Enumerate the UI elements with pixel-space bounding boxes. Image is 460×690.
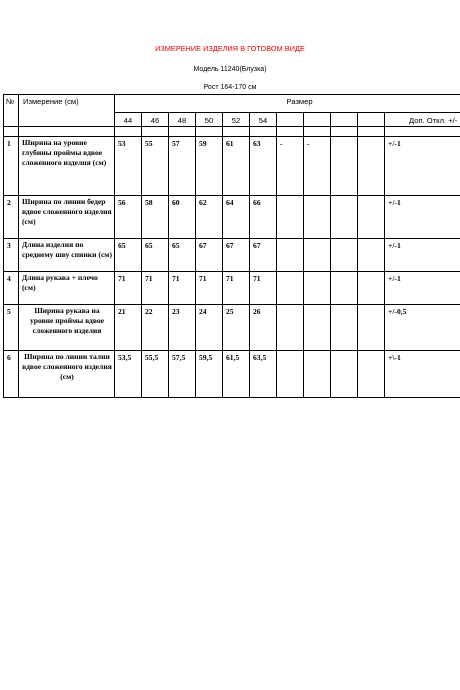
measurement-value: 59	[196, 137, 223, 196]
measurement-name: Ширина по линии бедер вдвое сложенного изделия (см)	[19, 196, 115, 239]
measurement-value	[331, 137, 358, 196]
size-cell: 52	[223, 113, 250, 127]
measurement-value: 25	[223, 305, 250, 351]
size-cell: 44	[115, 113, 142, 127]
measurement-value	[304, 239, 331, 272]
measurement-value: 66	[250, 196, 277, 239]
header-measurement: Измерение (см)	[19, 95, 115, 127]
header-num: №	[4, 95, 19, 127]
measurement-value: 58	[142, 196, 169, 239]
measurement-value: 56	[115, 196, 142, 239]
measurement-value	[358, 239, 385, 272]
measurement-table	[3, 94, 460, 398]
measurement-value	[277, 305, 304, 351]
measurement-value	[277, 272, 304, 305]
height-range: Рост 164-170 см	[203, 84, 257, 91]
measurement-value: 65	[169, 239, 196, 272]
measurement-value: -	[304, 137, 331, 196]
tolerance-value: +\-1	[385, 351, 460, 398]
measurement-value	[358, 137, 385, 196]
measurement-value	[331, 196, 358, 239]
measurement-value	[331, 305, 358, 351]
tolerance-value: +/-0,5	[385, 305, 460, 351]
measurement-name: Ширина по линии талии вдвое сложенного изделия (см)	[19, 351, 115, 398]
size-cell: 46	[142, 113, 169, 127]
measurement-value: 53	[115, 137, 142, 196]
measurement-value	[304, 351, 331, 398]
measurement-value: 63	[250, 137, 277, 196]
measurement-value	[358, 196, 385, 239]
measurement-value	[358, 305, 385, 351]
measurement-name: Ширина на уровне глубины проймы вдвое сложенного изделия (см)	[19, 137, 115, 196]
row-number: 4	[4, 272, 19, 305]
header-size: Размер	[115, 95, 460, 113]
size-cell	[331, 113, 358, 127]
measurement-value: 71	[115, 272, 142, 305]
measurement-value: 71	[250, 272, 277, 305]
measurement-value: 57,5	[169, 351, 196, 398]
row-number: 6	[4, 351, 19, 398]
size-cell: 50	[196, 113, 223, 127]
measurement-value: 57	[169, 137, 196, 196]
tolerance-value: +/-1	[385, 137, 460, 196]
measurement-value	[358, 272, 385, 305]
measurement-value: 67	[250, 239, 277, 272]
table-row	[4, 239, 460, 272]
measurement-value: 26	[250, 305, 277, 351]
measurement-value: 64	[223, 196, 250, 239]
measurement-value: 71	[142, 272, 169, 305]
header-tolerance: Доп. Откл. +/-	[385, 113, 460, 127]
tolerance-value: +/-1	[385, 272, 460, 305]
measurement-value: 63,5	[250, 351, 277, 398]
size-cell: 48	[169, 113, 196, 127]
measurement-value: 67	[196, 239, 223, 272]
row-number: 2	[4, 196, 19, 239]
spacer-row	[4, 127, 460, 137]
measurement-value: 22	[142, 305, 169, 351]
measurement-value	[277, 196, 304, 239]
model-name: Модель 11240(Блузка)	[193, 66, 267, 73]
measurement-value	[331, 351, 358, 398]
row-number: 3	[4, 239, 19, 272]
measurement-value: 24	[196, 305, 223, 351]
measurement-value	[304, 305, 331, 351]
measurement-value: 67	[223, 239, 250, 272]
measurement-value: 23	[169, 305, 196, 351]
measurement-value	[304, 272, 331, 305]
measurement-value: 60	[169, 196, 196, 239]
size-cell: 54	[250, 113, 277, 127]
measurement-value: 65	[142, 239, 169, 272]
measurement-value: 62	[196, 196, 223, 239]
measurement-value: 71	[196, 272, 223, 305]
tolerance-value: +/-1	[385, 239, 460, 272]
measurement-value: -	[277, 137, 304, 196]
size-cell	[304, 113, 331, 127]
measurement-value: 65	[115, 239, 142, 272]
measurement-value: 61	[223, 137, 250, 196]
measurement-value: 71	[169, 272, 196, 305]
size-cell	[277, 113, 304, 127]
measurement-value: 55	[142, 137, 169, 196]
row-number: 5	[4, 305, 19, 351]
measurement-value	[277, 351, 304, 398]
measurement-value: 61,5	[223, 351, 250, 398]
measurement-value: 53,5	[115, 351, 142, 398]
table-row	[4, 137, 460, 196]
measurement-value	[331, 272, 358, 305]
measurement-name: Длина рукава + плечо (см)	[19, 272, 115, 305]
measurement-value: 21	[115, 305, 142, 351]
measurement-value	[304, 196, 331, 239]
table-row	[4, 351, 460, 398]
document-title: ИЗМЕРЕНИЕ ИЗДЕЛИЯ В ГОТОВОМ ВИДЕ	[155, 44, 305, 53]
measurement-value	[331, 239, 358, 272]
table-row	[4, 196, 460, 239]
measurement-value: 55,5	[142, 351, 169, 398]
measurement-value: 71	[223, 272, 250, 305]
measurement-value: 59,5	[196, 351, 223, 398]
header-row	[4, 95, 460, 113]
table-row	[4, 272, 460, 305]
measurement-name: Длина изделия по среднему шву спинки (см)	[19, 239, 115, 272]
row-number: 1	[4, 137, 19, 196]
measurement-value	[358, 351, 385, 398]
size-cell	[358, 113, 385, 127]
measurement-value	[277, 239, 304, 272]
tolerance-value: +/-1	[385, 196, 460, 239]
table-row	[4, 305, 460, 351]
measurement-name: Ширина рукава на уровне проймы вдвое сложенного изделия	[19, 305, 115, 351]
